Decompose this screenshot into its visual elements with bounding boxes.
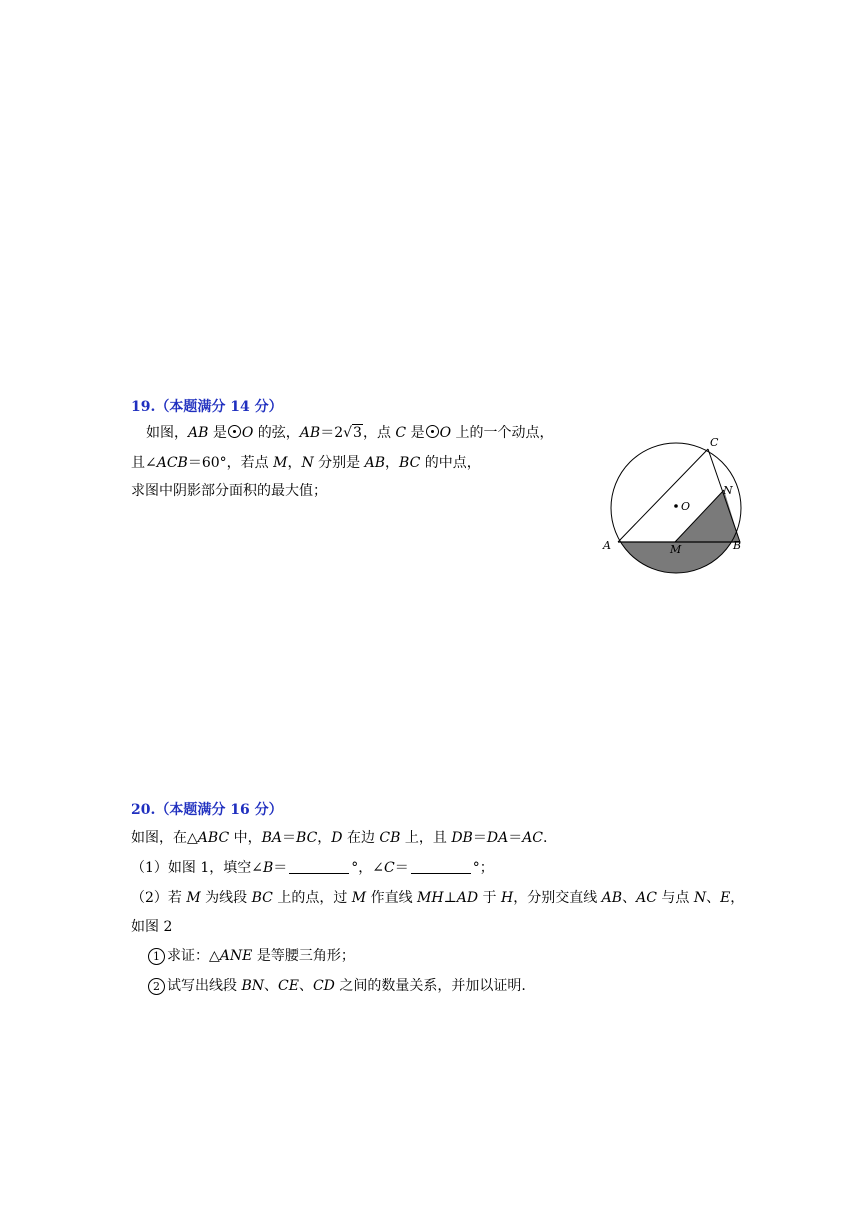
text: 、: [298, 978, 313, 994]
text: ，分别交直线: [513, 890, 602, 906]
var: ACB: [156, 455, 188, 471]
var: O: [241, 425, 254, 441]
q19-line-1: [146, 423, 554, 443]
text: .: [543, 830, 548, 846]
q19-figure: [598, 432, 758, 582]
text: （1）如图 1，填空∠: [131, 860, 263, 876]
var: H: [501, 890, 514, 906]
var: AB: [364, 455, 386, 471]
var: DA: [486, 830, 509, 846]
q19-header: [131, 396, 283, 416]
text: 求证：△: [167, 948, 220, 964]
var: M: [186, 890, 201, 906]
text: 分别是: [313, 455, 365, 471]
var: AD: [456, 890, 479, 906]
label-b: B: [733, 539, 742, 552]
text: 上的点，过: [272, 890, 352, 906]
circled-number-1: 1: [148, 948, 165, 965]
text: 为线段: [200, 890, 252, 906]
text: ＝: [394, 860, 409, 876]
var: AB: [601, 890, 623, 906]
text: 是等腰三角形；: [252, 948, 355, 964]
text: ，: [317, 830, 332, 846]
answer-blank-c[interactable]: [411, 859, 471, 874]
var: DB: [451, 830, 473, 846]
var: O: [439, 425, 452, 441]
center-point: [674, 504, 678, 508]
var: ANE: [219, 948, 253, 964]
text: 且∠: [131, 455, 157, 471]
q20-header: [131, 799, 283, 819]
text: 上，且: [400, 830, 452, 846]
var: AB: [188, 425, 209, 441]
label-c: C: [710, 436, 719, 449]
text: ＝60°，若点: [187, 455, 274, 471]
circled-number-2: 2: [148, 978, 165, 995]
q19-line-2: [131, 453, 481, 473]
q20-subitem-1: [148, 946, 355, 966]
sqrt-symbol: √3: [343, 425, 362, 441]
text: 、: [622, 890, 637, 906]
var: C: [395, 425, 407, 441]
text: 作直线: [366, 890, 418, 906]
text: 的中点，: [420, 455, 481, 471]
var: AB: [299, 425, 321, 441]
var: AC: [522, 830, 544, 846]
shaded-triangle: [675, 490, 740, 542]
circle-dot-symbol: [426, 425, 439, 438]
sqrt-radicand: 3: [353, 425, 362, 441]
text: ＝: [273, 860, 288, 876]
q20-score: （本题满分 16 分）: [155, 802, 283, 818]
q20-line-2: [131, 858, 494, 878]
text: ＝: [282, 830, 297, 846]
q19-score: （本题满分 14 分）: [155, 399, 283, 415]
text: 是: [208, 425, 227, 441]
var: D: [331, 830, 343, 846]
text: ，: [730, 890, 745, 906]
text: ，: [385, 455, 400, 471]
var: N: [301, 455, 314, 471]
text: 的弦，: [253, 425, 300, 441]
var: BC: [399, 455, 421, 471]
var: N: [693, 890, 707, 906]
q20-line-1: [131, 828, 547, 848]
text: 之间的数量关系，并加以证明.: [334, 978, 526, 994]
text: 、: [264, 978, 278, 994]
var: CD: [312, 978, 335, 994]
text: ＝: [508, 830, 523, 846]
text: °；: [472, 860, 494, 876]
label-o: O: [681, 500, 691, 513]
text: °，∠: [351, 860, 385, 876]
q20-subitem-2: [148, 976, 526, 996]
label-n: N: [723, 484, 733, 497]
var: B: [263, 860, 274, 876]
text: 试写出线段: [167, 978, 242, 994]
q20-number: 20.: [131, 802, 156, 818]
text: （2）若: [131, 890, 187, 906]
text: 在边: [342, 830, 380, 846]
q20-line-4: 如图 2: [131, 919, 173, 935]
var: BN: [241, 978, 264, 994]
text: 是: [406, 425, 425, 441]
q19-number: 19.: [131, 399, 156, 415]
circle-dot-symbol: [228, 425, 241, 438]
var: BA: [261, 830, 283, 846]
var: ABC: [197, 830, 230, 846]
q19-line-3: 求图中阴影部分面积的最大值；: [131, 483, 327, 499]
text: 与点: [656, 890, 694, 906]
text: 如图，在△: [131, 830, 198, 846]
text: ＝: [472, 830, 487, 846]
text: 中，: [229, 830, 262, 846]
var: M: [351, 890, 367, 906]
q20-line-3: [131, 888, 744, 908]
var: BC: [296, 830, 318, 846]
text: 于: [478, 890, 501, 906]
text: ，: [287, 455, 302, 471]
var: CB: [379, 830, 401, 846]
text: ＝2: [320, 425, 344, 441]
text: ⊥: [443, 890, 457, 906]
var: MH: [417, 890, 444, 906]
text: 如图，: [146, 425, 188, 441]
text: 、: [706, 890, 721, 906]
var: M: [273, 455, 288, 471]
text: ，点: [362, 425, 396, 441]
label-m: M: [670, 543, 682, 556]
var: CE: [278, 978, 299, 994]
var: BC: [251, 890, 273, 906]
var: AC: [636, 890, 657, 906]
text: 上的一个动点，: [451, 425, 554, 441]
label-a: A: [603, 539, 611, 552]
var: E: [720, 890, 731, 906]
answer-blank-b[interactable]: [289, 859, 349, 874]
var: C: [384, 860, 395, 876]
